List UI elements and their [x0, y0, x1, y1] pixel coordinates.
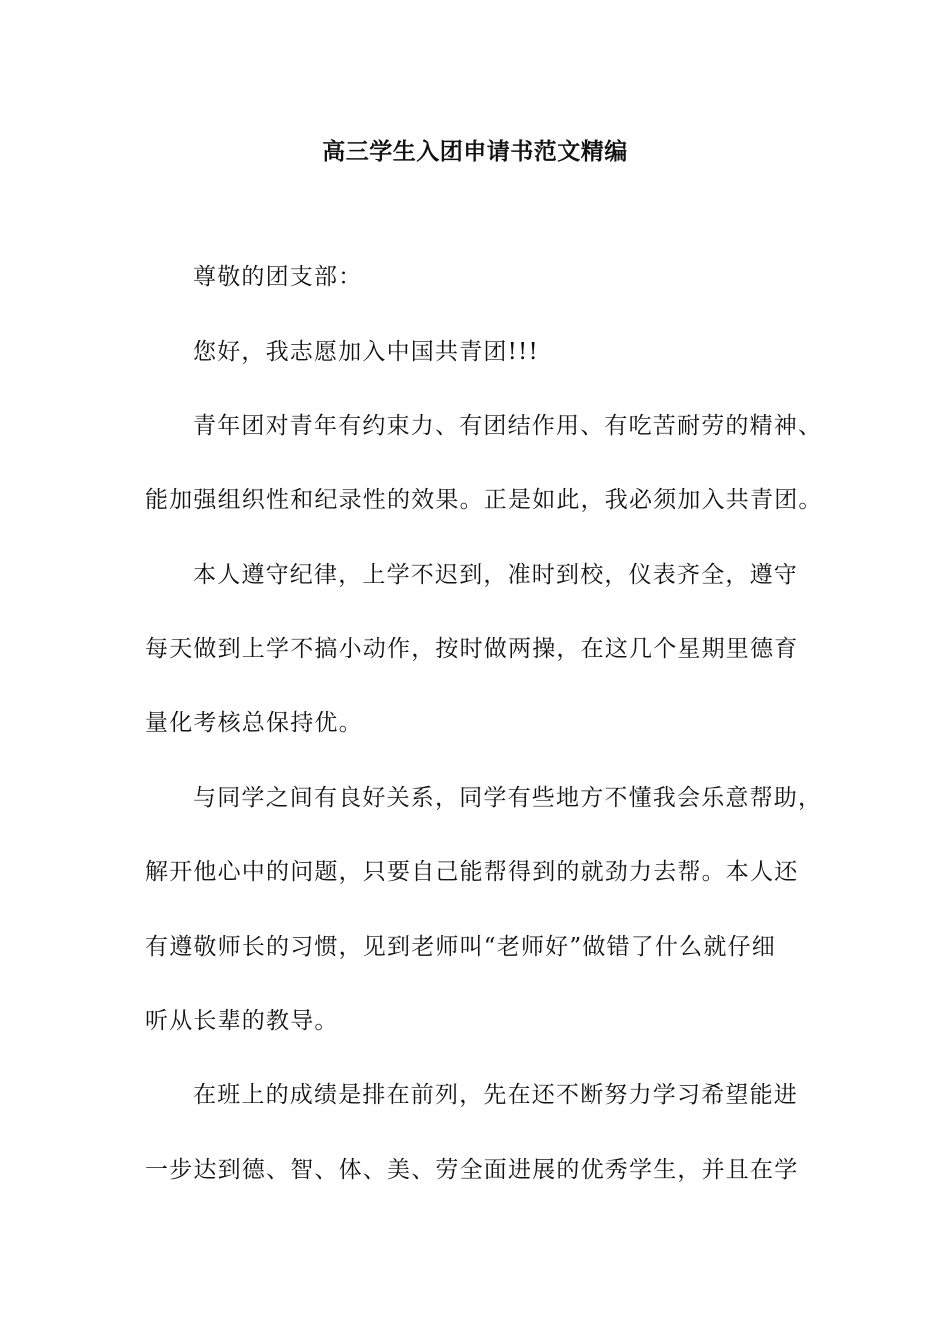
paragraph-line: 量化考核总保持优。	[145, 710, 363, 736]
paragraph-line: 青年团对青年有约束力、有团结作用、有吃苦耐劳的精神、	[193, 413, 823, 439]
paragraph-line: 与同学之间有良好关系，同学有些地方不懂我会乐意帮助，	[193, 785, 823, 811]
paragraph-line: 听从长辈的教导。	[145, 1008, 339, 1034]
paragraph-line: 每天做到上学不搞小动作，按时做两操，在这几个星期里德育	[145, 636, 799, 662]
paragraph-line: 一步达到德、智、体、美、劳全面进展的优秀学生，并且在学	[145, 1157, 799, 1183]
document-title: 高三学生入团申请书范文精编	[322, 139, 628, 165]
paragraph-line: 解开他心中的问题，只要自己能帮得到的就劲力去帮。本人还	[145, 859, 799, 885]
paragraph-line: 有遵敬师长的习惯，见到老师叫“老师好”做错了什么就仔细	[145, 934, 776, 960]
greeting-line: 您好，我志愿加入中国共青团!!!	[193, 339, 539, 365]
paragraph-line: 本人遵守纪律，上学不迟到，准时到校，仪表齐全，遵守	[193, 562, 798, 588]
paragraph-line: 在班上的成绩是排在前列，先在还不断努力学习希望能进	[193, 1082, 798, 1108]
paragraph-line: 能加强组织性和纪录性的效果。正是如此，我必须加入共青团。	[145, 487, 823, 513]
salutation-line: 尊敬的团支部：	[193, 264, 363, 290]
